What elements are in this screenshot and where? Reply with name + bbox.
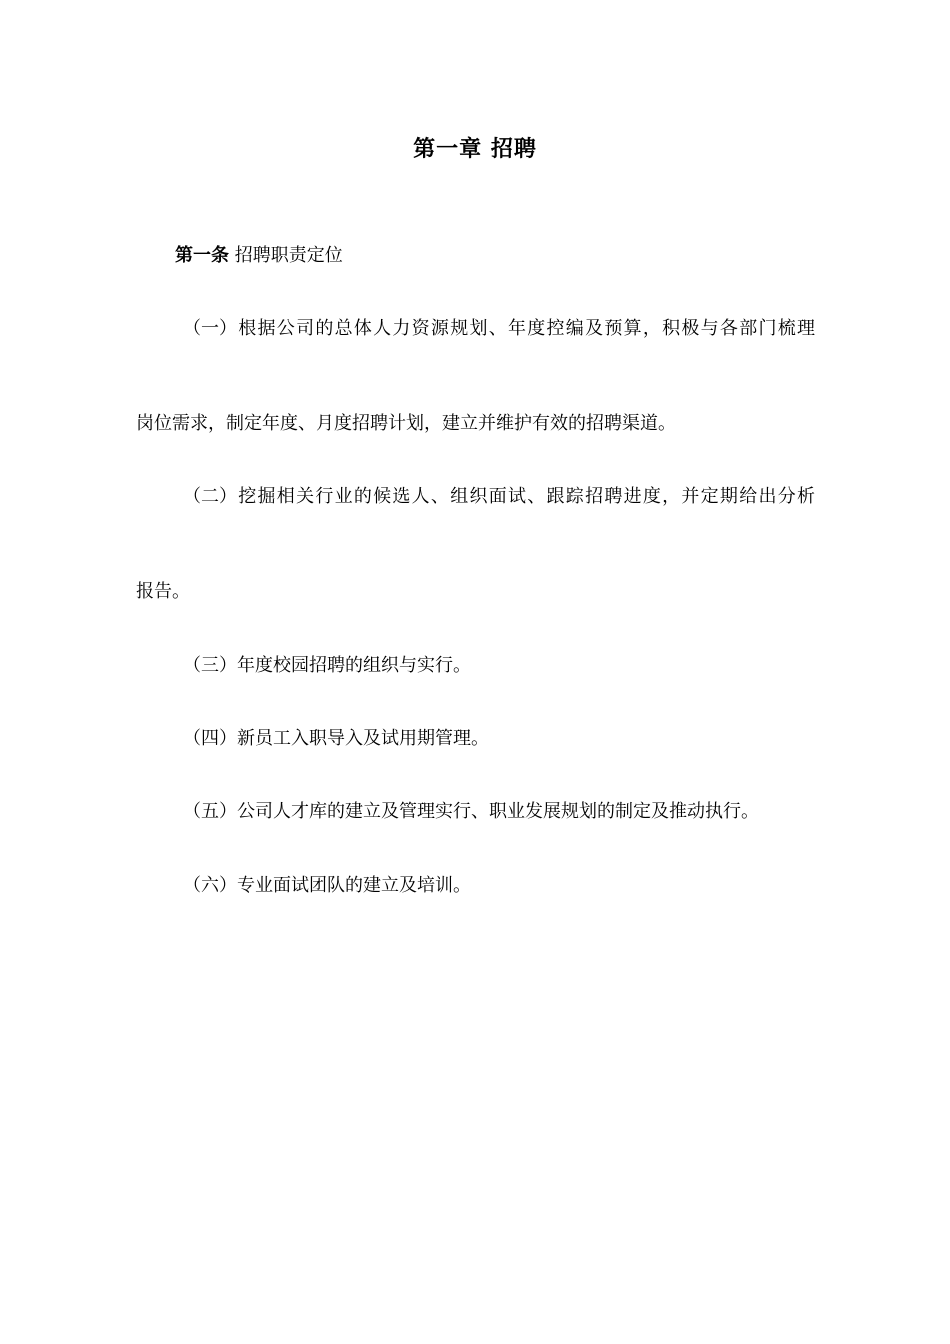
article-heading: [175, 243, 343, 269]
list-item-text: 根据公司的总体人力资源规划、年度控编及预算，积极与各部门梳理: [237, 318, 815, 339]
list-item-marker: （三）: [183, 655, 237, 676]
list-item-1-line-2: 岗位需求，制定年度、月度招聘计划，建立并维护有效的招聘渠道。: [136, 413, 676, 434]
list-item-marker: （二）: [183, 486, 237, 507]
list-item-5: [183, 799, 759, 825]
list-item-text: 新员工入职导入及试用期管理。: [237, 728, 489, 749]
list-item-text: 年度校园招聘的组织与实行。: [237, 655, 471, 676]
list-item-marker: （四）: [183, 728, 237, 749]
list-item-text: 公司人才库的建立及管理实行、职业发展规划的制定及推动执行。: [237, 801, 759, 822]
list-item-4: [183, 726, 489, 752]
list-item-2-line-2: 报告。: [136, 581, 190, 602]
article-title: 招聘职责定位: [234, 245, 343, 266]
list-item-1-line-1: [183, 316, 815, 342]
list-item-marker: （一）: [183, 318, 237, 339]
list-item-marker: （六）: [183, 875, 237, 896]
list-item-3: [183, 653, 471, 679]
chapter-title: 第一章 招聘: [413, 137, 537, 162]
article-label: 第一条: [175, 245, 229, 266]
list-item-2-line-1: [183, 484, 815, 510]
list-item-6: [183, 873, 471, 899]
list-item-text: 专业面试团队的建立及培训。: [237, 875, 471, 896]
list-item-text: 挖掘相关行业的候选人、组织面试、跟踪招聘进度，并定期给出分析: [237, 486, 815, 507]
list-item-marker: （五）: [183, 801, 237, 822]
